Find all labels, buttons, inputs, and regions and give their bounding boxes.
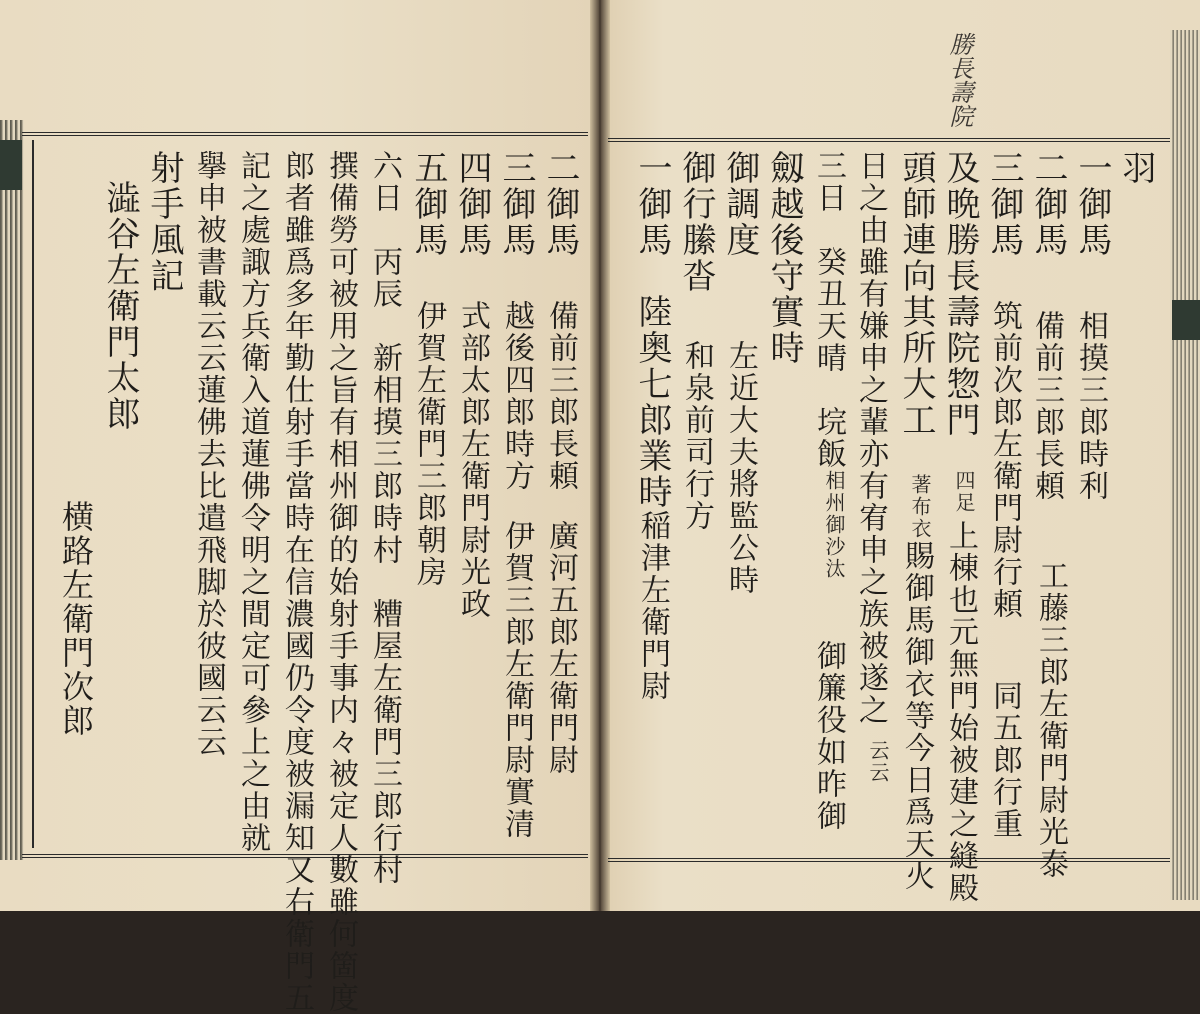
left-col-9: 擧申被書載云云蓮佛去比遣飛脚於彼國云云 <box>191 150 226 758</box>
right-col-7: 日之由雖有嫌申之輩亦有宥申之族被遂之 <box>853 150 888 726</box>
right-col-11-sub: 和泉前司行方 <box>679 340 714 532</box>
left-col-1-sub: 備前三郎長頼 <box>543 300 578 492</box>
right-col-3: 二御馬 <box>1028 150 1068 258</box>
left-col-6: 撰備勞可被用之旨有相州御的始射手事内々被定人數雖何箇度 <box>323 150 358 1014</box>
right-col-9: 劔越後守實時 <box>764 150 804 366</box>
left-col-11-sub: 横路左衛門次郎 <box>57 500 95 738</box>
right-col-12: 一御馬 陸奥七郎業時 <box>632 150 672 510</box>
right-col-4: 三御馬 <box>984 150 1024 258</box>
right-col-3-sub: 備前三郎長頼 <box>1029 310 1064 502</box>
left-col-2-sub: 越後四郎時方 <box>499 300 534 492</box>
left-col-4: 五御馬 <box>408 150 448 258</box>
right-col-6: 頭師連向其所大工 <box>896 150 936 438</box>
left-col-1-sub2: 廣河五郎左衛門尉 <box>543 520 578 776</box>
right-col-2: 一御馬 <box>1072 150 1112 258</box>
right-col-1: 羽 <box>1116 150 1156 186</box>
right-col-2-sub: 相摸三郎時利 <box>1073 310 1108 502</box>
right-col-6-note: 著布衣 <box>908 474 932 540</box>
right-col-5-cont: 上棟也元無門始被建之縫殿 <box>943 520 978 904</box>
right-col-12-sub: 稲津左衛門尉 <box>635 510 670 702</box>
right-col-6-cont: 賜御馬御衣等今日爲天火 <box>899 540 934 892</box>
left-col-5: 六日 丙辰 新相摸三郎時村 糟屋左衛門三郎行村 <box>367 150 402 886</box>
page-edges-left <box>0 120 24 860</box>
right-col-5-note: 四足 <box>952 470 976 514</box>
right-col-5: 及晩勝長壽院惣門 <box>940 150 980 438</box>
left-col-11: 澁谷左衛門太郎 <box>100 180 140 432</box>
left-col-2: 三御馬 <box>496 150 536 258</box>
left-col-4-sub: 伊賀左衛門三郎朝房 <box>411 300 446 588</box>
right-col-7-note: 云云 <box>866 740 890 784</box>
right-col-2-sub2: 工藤三郎左衛門尉光泰 <box>1033 560 1068 880</box>
right-col-8: 三日 癸丑天晴 垸飯 <box>811 150 846 470</box>
handwritten-note: 勝長壽院 <box>945 32 973 128</box>
left-col-8: 記之處諏方兵衛入道蓮佛令明之間定可參上之由就 <box>235 150 270 854</box>
left-inner-rule <box>32 140 34 848</box>
right-col-10-sub: 左近大夫將監公時 <box>723 340 758 596</box>
right-col-4-sub: 筑前次郎左衛門尉行頼 <box>987 300 1022 620</box>
left-col-7: 郎者雖爲多年勤仕射手當時在信濃國仍令度被漏知又右衛門五 <box>279 150 314 1014</box>
right-col-10: 御調度 <box>720 150 760 258</box>
page-edges-right <box>1170 30 1200 900</box>
side-tab-right <box>1172 300 1200 340</box>
right-col-8-note: 相州御沙汰 <box>822 470 846 580</box>
left-col-2-sub2: 伊賀三郎左衛門尉實清 <box>499 520 534 840</box>
left-col-1: 二御馬 <box>540 150 580 258</box>
left-col-3: 四御馬 <box>452 150 492 258</box>
left-col-3-sub: 式部太郎左衛門尉光政 <box>455 300 490 620</box>
side-tab-left <box>0 140 22 190</box>
right-col-11: 御行縢沓 <box>676 150 716 294</box>
book-gutter <box>590 0 610 911</box>
right-col-8-cont: 御簾役如昨御 <box>811 640 846 832</box>
left-col-10: 射手風記 <box>144 150 184 294</box>
right-col-4-sub2: 同五郎行重 <box>987 680 1022 840</box>
